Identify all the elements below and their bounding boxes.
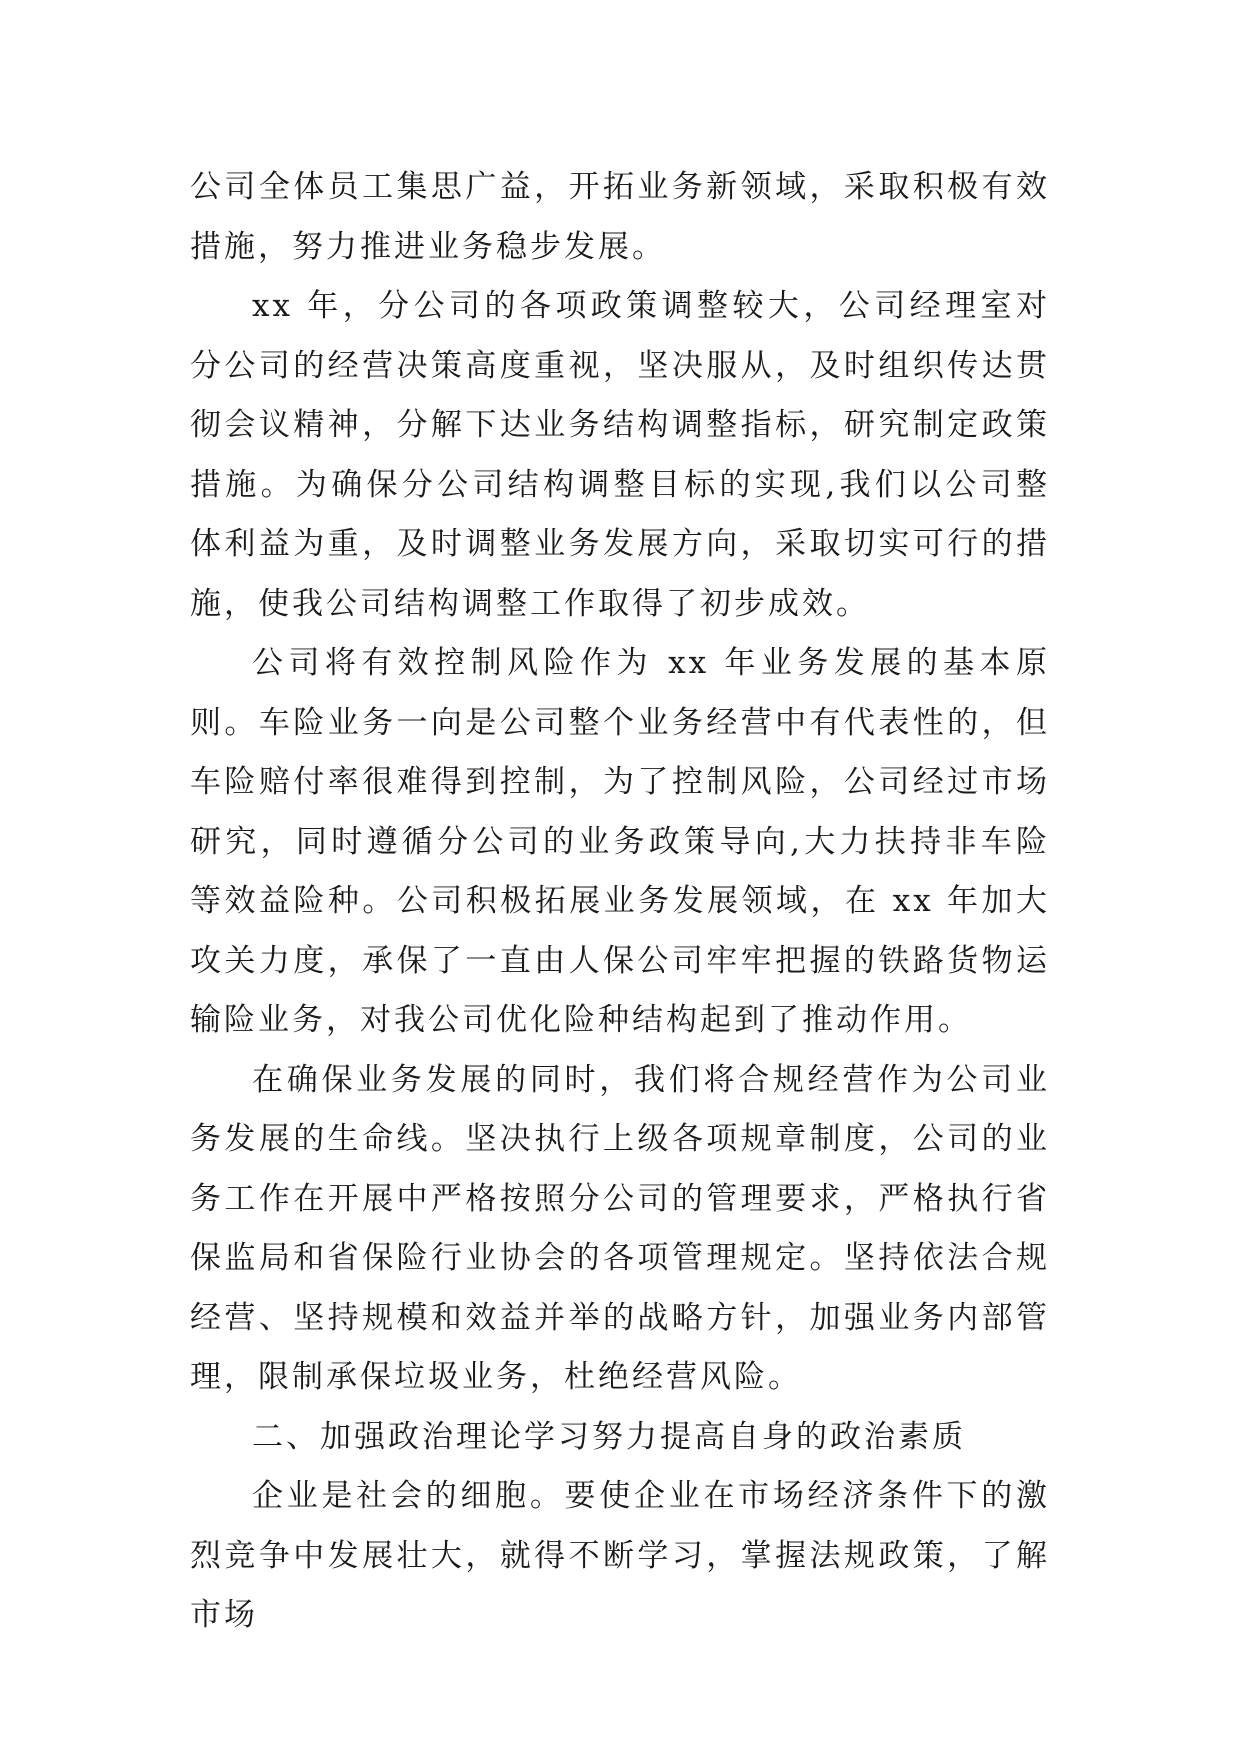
paragraph-learning: 企业是社会的细胞。要使企业在市场经济条件下的激烈竞争中发展壮大，就得不断学习，掌握法规政策，了解市场 <box>190 1478 1050 1633</box>
paragraph-continuation: 公司全体员工集思广益，开拓业务新领域，采取积极有效措施，努力推进业务稳步发展。 <box>190 169 1050 265</box>
paragraph-policy-adjustment: xx 年，分公司的各项政策调整较大，公司经理室对分公司的经营决策高度重视，坚决服从，及时组织传达贯彻会议精神，分解下达业务结构调整指标，研究制定政策措施。为确保分公司结构调整目标的实现,我们以公司整体利益为重，及时调整业务发展方向，采取切实可行的措施，使我公司结构调整工作取得了初步成效。 <box>190 288 1050 622</box>
paragraph-compliance: 在确保业务发展的同时，我们将合规经营作为公司业务发展的生命线。坚决执行上级各项规章制度，公司的业务工作在开展中严格按照分公司的管理要求，严格执行省保监局和省保险行业协会的各项管理规定。坚持依法合规经营、坚持规模和效益并举的战略方针，加强业务内部管理，限制承保垃圾业务，杜绝经营风险。 <box>190 1061 1050 1395</box>
paragraph-risk-control: 公司将有效控制风险作为 xx 年业务发展的基本原则。车险业务一向是公司整个业务经营中有代表性的，但车险赔付率很难得到控制，为了控制风险，公司经过市场研究，同时遵循分公司的业务政策导向,大力扶持非车险等效益险种。公司积极拓展业务发展领域，在 xx 年加大攻关力度，承保了一直由人保公司牢牢把握的铁路货物运输险业务，对我公司优化险种结构起到了推动作用。 <box>190 645 1050 1038</box>
document-body <box>190 158 1050 1646</box>
section-heading: 二、加强政治理论学习努力提高自身的政治素质 <box>252 1418 966 1455</box>
